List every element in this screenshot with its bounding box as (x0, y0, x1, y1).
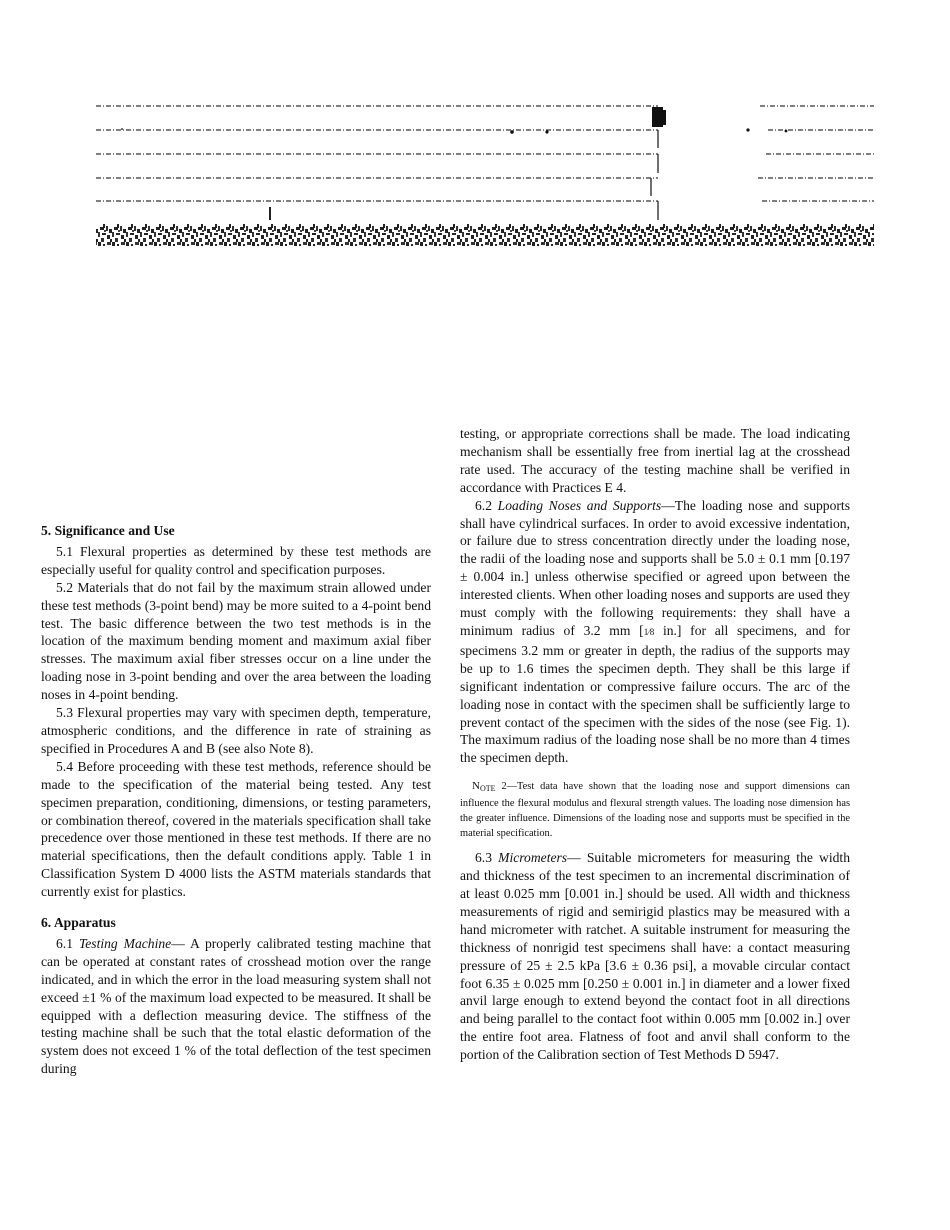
paragraph-6-1 (41, 935, 431, 1078)
section-6-heading: 6. Apparatus (41, 915, 116, 931)
paragraph-6-2-body-a: —The loading nose and supports shall have cylindrical surfaces. In order to avoid excessive indentation, or failure due to stress concentration directly under the loading nose, the radii of the loading nose and supports shall be 5.0 ± 0.1 mm [0.197 ± 0.004 in.] unless otherwise specified or agreed upon between the interested clients. When other loading noses and supports are used they must comply with the following requirements: they shall have a minimum radius of 3.2 mm [ (460, 497, 850, 638)
note-2 (460, 779, 850, 841)
paragraph-5-1: 5.1 Flexural properties as determined by these test methods are especially useful for quality control and specification purposes. (41, 543, 431, 577)
note-label-n: N (472, 780, 480, 793)
paragraph-6-1-continued: testing, or appropriate corrections shall be made. The load indicating mechanism shall be essentially free from inertial lag at the crosshead rate used. The accuracy of the testing machine shall be verified in accordance with Practices E 4. (460, 426, 850, 495)
paragraph-6-2 (460, 497, 850, 768)
paragraph-6-2-lead: Loading Noses and Supports (497, 497, 662, 513)
right-column (460, 425, 850, 1064)
paragraph-6-1-number: 6.1 (56, 935, 73, 951)
paragraph-5-2: 5.2 Materials that do not fail by the maximum strain allowed under these test methods (3-point bend) may be more suited to a 4-point bend test. The basic difference between the two test methods is in the location of the maximum bending moment and maximum axial fiber stresses. The maximum axial fiber stresses occur on a line under the loading nose in 3-point bending and over the area between the loading noses in 4-point bending. (41, 579, 431, 703)
fraction-one-eighth: 1⁄8 (643, 626, 655, 637)
paragraph-5-3: 5.3 Flexural properties may vary with specimen depth, temperature, atmospheric conditions, and the difference in rate of straining as specified in Procedures A and B (see also Note 8). (41, 705, 431, 756)
dot-marks (121, 128, 787, 134)
paragraph-5-4: 5.4 Before proceeding with these test methods, reference should be made to the specification of the material being tested. Any test specimen preparation, conditioning, dimensions, or testing parameters, or combination thereof, covered in the materials specification shall take precedence over those mentioned in these test methods. If there are no material specifications, then the default conditions apply. Table 1 in Classification System D 4000 lists the ASTM materials standards that currently exist for plastics. (41, 758, 431, 900)
section-5-heading: 5. Significance and Use (41, 523, 175, 538)
paragraph-6-1-lead: Testing Machine (78, 935, 172, 951)
noise-band (96, 224, 874, 246)
black-block-mark (652, 107, 663, 127)
paragraph-6-3-number: 6.3 (475, 850, 492, 866)
vertical-marks (270, 130, 658, 220)
note-label-ote: OTE (479, 784, 496, 794)
note-2-text: 2—Test data have shown that the loading nose and support dimensions can influence the flexural modulus and flexural strength values. The loading nose dimension has the greater influence. Dimensions of the loading nose and supports must be specified in the material specification. (460, 781, 850, 840)
scanned-figure-fragment (0, 0, 950, 260)
paragraph-6-3-body: — Suitable micrometers for measuring the width and thickness of the test specimen to an incremental discrimination of at least 0.025 mm [0.001 in.] should be used. All width and thickness measurements of rigid and semirigid plastics may be measured with a hand micrometer with ratchet. A suitable instrument for measuring the thickness of nonrigid test specimens shall have: a contact measuring pressure of 25 ± 2.5 kPa [3.6 ± 0.36 psi], a movable circular contact foot 6.35 ± 0.025 mm [0.250 ± 0.001 in.] in diameter and a lower fixed anvil large enough to extend beyond the contact foot in all directions and being parallel to the contact foot within 0.005 mm [0.002 in.] over the entire foot area. Flatness of foot and anvil shall conform to the portion of the Calibration section of Test Methods D 5947. (460, 850, 851, 1063)
dashed-line-group (96, 106, 874, 201)
paragraph-6-2-body-b: in.] for all specimens, and for specimens 3.2 mm or greater in depth, the radius of the supports may be up to 1.6 times the specimen depth. They shall be this large if significant indentation or compressive failure occurs. The arc of the loading nose in contact with the specimen shall be sufficiently large to prevent contact of the specimen with the sides of the nose (see Fig. 1). The maximum radius of the loading nose shall be no more than 4 times the specimen depth. (460, 622, 850, 766)
paragraph-6-3 (460, 849, 850, 1064)
paragraph-6-2-number: 6.2 (475, 497, 492, 513)
left-column (41, 522, 431, 1078)
paragraph-6-1-body: — A properly calibrated testing machine that can be operated at constant rates of crosshead motion over the range indicated, and in which the error in the load measuring system shall not exceed ±1 % of the maximum load expected to be measured. It shall be equipped with a deflection measuring device. The stiffness of the testing machine shall be such that the total elastic deformation of the system does not exceed 1 % of the total deflection of the test specimen during (41, 935, 431, 1077)
paragraph-6-3-lead: Micrometers (498, 850, 568, 866)
